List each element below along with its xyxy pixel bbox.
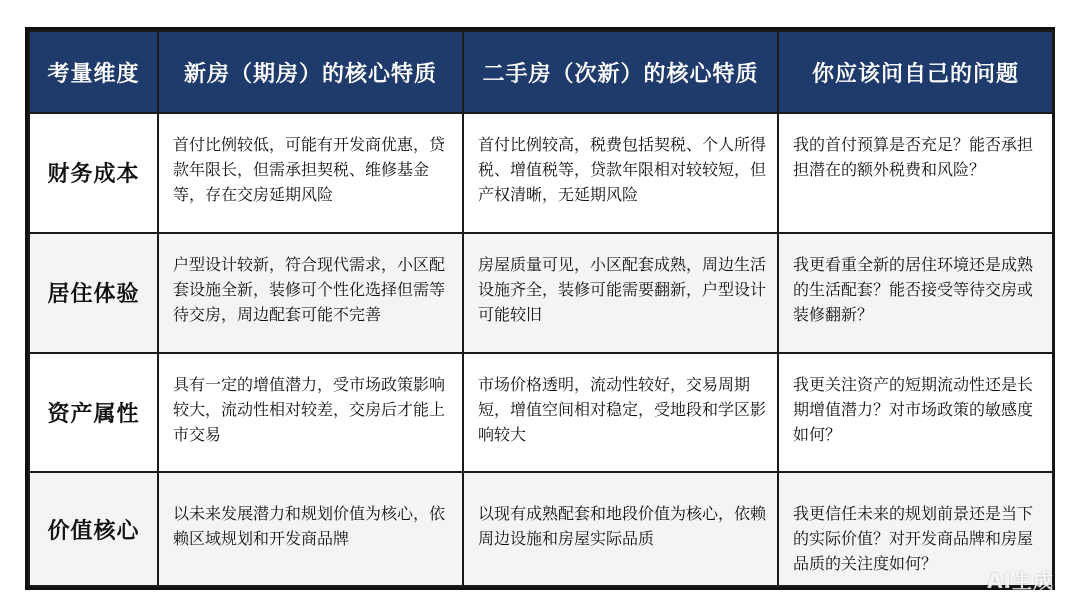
table-row [29, 353, 1053, 473]
row-dimension: 居住体验 [29, 233, 158, 353]
ai-generated-watermark: AI生成 [987, 569, 1054, 593]
row-new-house: 以未来发展潜力和规划价值为核心，依赖区域规划和开发商品牌 [158, 472, 463, 586]
row-second-hand: 市场价格透明，流动性较好，交易周期短，增值空间相对稳定，受地段和学区影响较大 [463, 353, 778, 473]
row-new-house: 户型设计较新，符合现代需求，小区配套设施全新，装修可个性化选择但需等待交房，周边配套可能不完善 [158, 233, 463, 353]
row-dimension: 资产属性 [29, 353, 158, 473]
header-dimension: 考量维度 [29, 31, 158, 113]
row-dimension: 财务成本 [29, 113, 158, 233]
row-second-hand: 以现有成熟配套和地段价值为核心，依赖周边设施和房屋实际品质 [463, 472, 778, 586]
row-question: 我更看重全新的居住环境还是成熟的生活配套？能否接受等待交房或装修翻新？ [778, 233, 1053, 353]
comparison-table [28, 30, 1054, 587]
comparison-table-container [25, 27, 1055, 590]
header-second-hand: 二手房（次新）的核心特质 [463, 31, 778, 113]
header-question: 你应该问自己的问题 [778, 31, 1053, 113]
table-row [29, 472, 1053, 586]
row-second-hand: 房屋质量可见，小区配套成熟，周边生活设施齐全，装修可能需要翻新，户型设计可能较旧 [463, 233, 778, 353]
row-new-house: 首付比例较低，可能有开发商优惠，贷款年限长，但需承担契税、维修基金等，存在交房延期风险 [158, 113, 463, 233]
row-question: 我的首付预算是否充足？能否承担担潜在的额外税费和风险？ [778, 113, 1053, 233]
table-row [29, 113, 1053, 233]
row-dimension: 价值核心 [29, 472, 158, 586]
row-new-house: 具有一定的增值潜力，受市场政策影响较大，流动性相对较差，交房后才能上市交易 [158, 353, 463, 473]
table-header-row [29, 31, 1053, 113]
table-row [29, 233, 1053, 353]
row-second-hand: 首付比例较高，税费包括契税、个人所得税、增值税等，贷款年限相对较较短，但产权清晰，无延期风险 [463, 113, 778, 233]
row-question: 我更关注资产的短期流动性还是长期增值潜力？对市场政策的敏感度如何？ [778, 353, 1053, 473]
header-new-house: 新房（期房）的核心特质 [158, 31, 463, 113]
row-question: 我更信任未来的规划前景还是当下的实际价值？对开发商品牌和房屋品质的关注度如何？ [778, 472, 1053, 586]
